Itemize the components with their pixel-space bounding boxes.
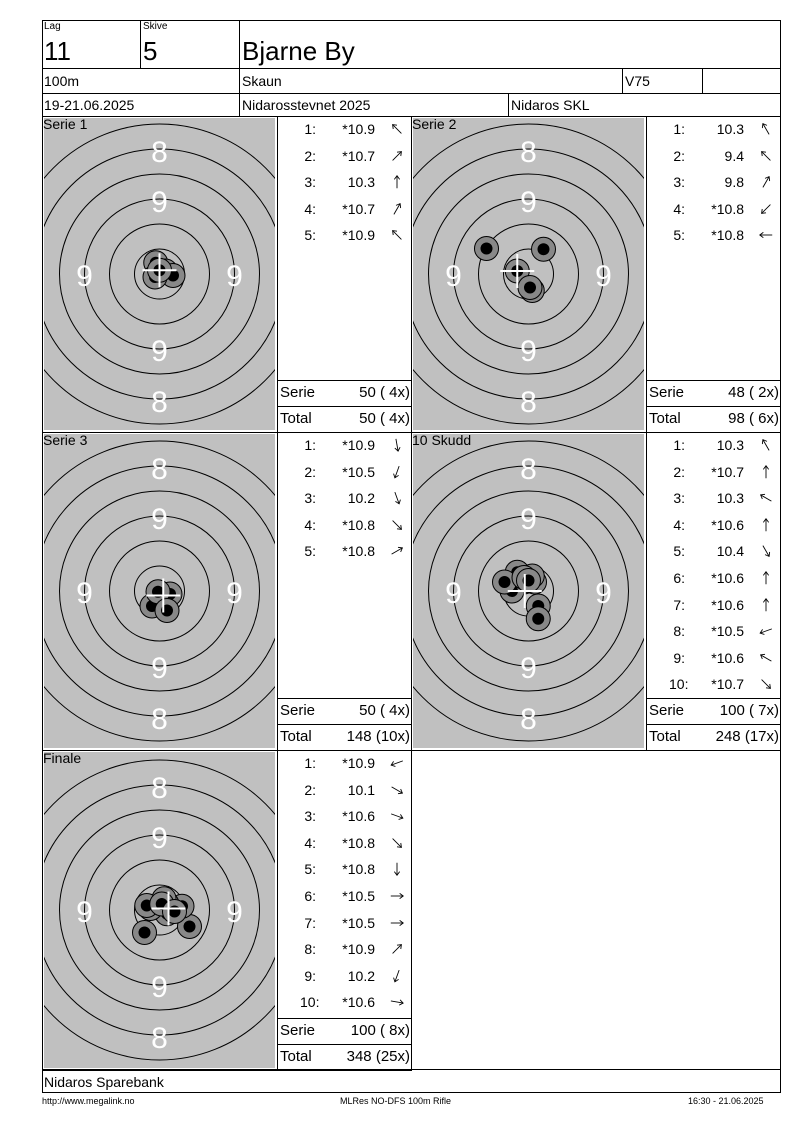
shot-row (647, 491, 780, 509)
direction-arrow-icon (387, 861, 407, 877)
ring-number: 9 (151, 503, 168, 536)
shot-impact (475, 237, 499, 261)
sum-value: 248 (17x) (715, 728, 779, 745)
shot-value: *10.7 (711, 676, 744, 693)
ring-number: 8 (151, 453, 168, 486)
shot-number: 4: (304, 516, 316, 533)
shot-number: 3: (673, 490, 685, 507)
footer-software: MLRes NO-DFS 100m Rifle (340, 1096, 452, 1106)
direction-arrow-icon (387, 994, 407, 1010)
shot-value: *10.9 (342, 437, 375, 453)
club: Skaun (242, 73, 282, 89)
shot-row (647, 175, 780, 193)
ring-number: 9 (226, 896, 243, 929)
shot-number: 4: (304, 834, 316, 851)
shot-value: 9.8 (724, 174, 744, 191)
direction-arrow-icon (756, 570, 776, 586)
sponsor: Nidaros Sparebank (44, 1074, 164, 1090)
ring-number: 9 (445, 577, 462, 610)
shot-row (278, 491, 411, 509)
direction-arrow-icon (756, 597, 776, 613)
ring-number: 9 (76, 577, 93, 610)
direction-arrow-icon (387, 941, 407, 957)
shot-row (647, 465, 780, 483)
shot-row (647, 598, 780, 616)
shot-number: 3: (304, 808, 316, 825)
shot-value: *10.5 (711, 623, 744, 640)
shot-row (647, 518, 780, 536)
ring-number: 8 (151, 136, 168, 169)
direction-arrow-icon (387, 782, 407, 798)
direction-arrow-icon (756, 121, 776, 137)
shot-value: 10.2 (347, 490, 375, 507)
distance: 100m (44, 73, 80, 89)
shot-row (647, 202, 780, 220)
sum-label: Total (649, 410, 681, 427)
shot-impact (133, 921, 157, 945)
lag-value: 11 (44, 36, 71, 66)
shot-value: 10.3 (716, 437, 744, 453)
direction-arrow-icon (756, 148, 776, 164)
sum-label: Serie (280, 702, 316, 719)
ring-number: 9 (520, 652, 537, 685)
sum-label: Serie (649, 384, 685, 401)
shot-value: *10.7 (342, 147, 375, 164)
shot-impact (517, 569, 541, 593)
shot-number: 1: (304, 437, 316, 453)
shot-row (278, 122, 411, 140)
direction-arrow-icon (387, 915, 407, 931)
ring-number: 9 (520, 186, 537, 219)
ring-number: 9 (151, 335, 168, 368)
shot-number: 7: (304, 914, 316, 931)
sum-label: Total (649, 728, 681, 745)
direction-arrow-icon (756, 623, 776, 639)
panel-title: Finale (43, 750, 82, 766)
target-5 (44, 752, 275, 1068)
sum-value: 100 ( 8x) (350, 1022, 410, 1039)
direction-arrow-icon (387, 464, 407, 480)
shot-row (278, 969, 411, 987)
shot-row (278, 465, 411, 483)
target-4 (413, 434, 644, 748)
shot-value: *10.9 (342, 121, 375, 137)
shot-number: 1: (673, 121, 685, 137)
shot-value: *10.9 (342, 941, 375, 958)
sum-label: Total (280, 728, 312, 745)
shot-value: *10.6 (342, 994, 375, 1011)
organizer: Nidaros SKL (511, 97, 590, 113)
ring-number: 8 (520, 703, 537, 736)
ring-number: 9 (151, 822, 168, 855)
shot-row (647, 122, 780, 140)
shot-value: *10.5 (342, 888, 375, 904)
lag-label: Lag (44, 21, 61, 32)
shot-row (278, 783, 411, 801)
direction-arrow-icon (387, 543, 407, 559)
shot-row (647, 651, 780, 669)
panel-title: Serie 1 (43, 116, 88, 132)
shot-impact (155, 599, 179, 623)
shot-value: 10.1 (347, 781, 375, 798)
direction-arrow-icon (756, 464, 776, 480)
shot-number: 4: (673, 516, 685, 533)
shot-impact (518, 276, 542, 300)
shot-value: *10.5 (342, 914, 375, 931)
shot-value: *10.6 (711, 516, 744, 533)
shot-value: *10.6 (711, 596, 744, 613)
sum-value: 148 (10x) (346, 728, 410, 745)
class: V75 (625, 73, 650, 89)
ring-number: 8 (151, 772, 168, 805)
sum-label: Serie (280, 1022, 316, 1039)
shot-row (278, 544, 411, 562)
panel-title: Serie 2 (412, 116, 457, 132)
direction-arrow-icon (756, 201, 776, 217)
shot-row (278, 756, 411, 774)
sum-value: 50 ( 4x) (359, 384, 410, 401)
shot-row (278, 836, 411, 854)
shot-row (278, 202, 411, 220)
shot-number: 2: (304, 463, 316, 480)
shot-row (647, 544, 780, 562)
shot-value: *10.7 (711, 463, 744, 480)
ring-number: 8 (520, 136, 537, 169)
ring-number: 9 (520, 503, 537, 536)
shot-number: 4: (673, 200, 685, 217)
shot-impact (526, 607, 550, 631)
shot-impact (532, 237, 556, 261)
shot-row (278, 518, 411, 536)
sum-value: 50 ( 4x) (359, 702, 410, 719)
sum-value: 348 (25x) (346, 1048, 410, 1065)
shot-number: 5: (673, 227, 685, 244)
ring-number: 9 (151, 652, 168, 685)
direction-arrow-icon (387, 201, 407, 217)
shot-number: 1: (304, 755, 316, 771)
shot-row (278, 995, 411, 1013)
shot-number: 3: (304, 174, 316, 191)
ring-number: 9 (76, 896, 93, 929)
shot-number: 2: (304, 147, 316, 164)
shot-number: 3: (673, 174, 685, 191)
shot-value: *10.8 (342, 861, 375, 878)
direction-arrow-icon (387, 835, 407, 851)
sum-value: 50 ( 4x) (359, 410, 410, 427)
sum-value: 48 ( 2x) (728, 384, 779, 401)
shot-number: 1: (304, 121, 316, 137)
shot-value: 9.4 (724, 147, 744, 164)
shot-number: 5: (304, 227, 316, 244)
sum-label: Serie (280, 384, 316, 401)
ring-number: 9 (595, 577, 612, 610)
ring-number: 9 (151, 186, 168, 219)
shot-value: *10.8 (711, 200, 744, 217)
shot-number: 10: (300, 994, 320, 1011)
shot-number: 10: (669, 676, 689, 693)
direction-arrow-icon (387, 808, 407, 824)
direction-arrow-icon (387, 227, 407, 243)
direction-arrow-icon (756, 437, 776, 453)
shot-number: 3: (304, 490, 316, 507)
sum-label: Total (280, 410, 312, 427)
shot-row (647, 571, 780, 589)
shot-number: 8: (304, 941, 316, 958)
shot-value: *10.8 (342, 834, 375, 851)
panel-title: Serie 3 (43, 432, 88, 448)
panel-title: 10 Skudd (412, 432, 472, 448)
shot-value: *10.9 (342, 227, 375, 244)
shot-row (647, 149, 780, 167)
direction-arrow-icon (387, 121, 407, 137)
direction-arrow-icon (756, 650, 776, 666)
shot-row (278, 175, 411, 193)
shot-number: 2: (673, 463, 685, 480)
ring-number: 9 (226, 577, 243, 610)
direction-arrow-icon (756, 676, 776, 692)
ring-number: 9 (445, 260, 462, 293)
direction-arrow-icon (387, 148, 407, 164)
shot-number: 5: (304, 861, 316, 878)
sum-label: Serie (649, 702, 685, 719)
ring-number: 9 (226, 260, 243, 293)
shot-number: 5: (673, 543, 685, 560)
shot-value: *10.7 (342, 200, 375, 217)
shot-value: *10.9 (342, 755, 375, 771)
shot-row (647, 624, 780, 642)
shot-row (278, 862, 411, 880)
shot-value: *10.6 (342, 808, 375, 825)
shot-number: 2: (304, 781, 316, 798)
shot-row (278, 889, 411, 907)
shot-number: 4: (304, 200, 316, 217)
ring-number: 9 (520, 335, 537, 368)
sum-value: 98 ( 6x) (728, 410, 779, 427)
direction-arrow-icon (387, 517, 407, 533)
shot-number: 1: (673, 437, 685, 453)
shot-number: 9: (304, 967, 316, 984)
shot-impact (163, 900, 187, 924)
shot-value: 10.4 (716, 543, 744, 560)
direction-arrow-icon (387, 490, 407, 506)
shot-value: 10.2 (347, 967, 375, 984)
shot-value: *10.6 (711, 570, 744, 586)
ring-number: 9 (151, 971, 168, 1004)
direction-arrow-icon (756, 517, 776, 533)
shot-value: 10.3 (347, 174, 375, 191)
event-name: Nidarosstevnet 2025 (242, 97, 371, 113)
shot-row (278, 149, 411, 167)
shot-row (278, 228, 411, 246)
shot-number: 7: (673, 596, 685, 613)
shot-number: 9: (673, 649, 685, 666)
ring-number: 9 (595, 260, 612, 293)
skive-value: 5 (143, 36, 158, 66)
dates: 19-21.06.2025 (44, 97, 135, 113)
sum-label: Total (280, 1048, 312, 1065)
shot-value: *10.8 (711, 227, 744, 244)
direction-arrow-icon (756, 174, 776, 190)
shot-number: 6: (304, 888, 316, 904)
direction-arrow-icon (387, 968, 407, 984)
shot-row (278, 942, 411, 960)
shot-number: 2: (673, 147, 685, 164)
shot-value: *10.6 (711, 649, 744, 666)
target-1 (44, 118, 275, 430)
direction-arrow-icon (756, 227, 776, 243)
shot-value: 10.3 (716, 490, 744, 507)
direction-arrow-icon (387, 437, 407, 453)
direction-arrow-icon (387, 174, 407, 190)
shot-value: *10.8 (342, 543, 375, 560)
shot-row (647, 677, 780, 695)
direction-arrow-icon (387, 755, 407, 771)
sum-value: 100 ( 7x) (719, 702, 779, 719)
ring-number: 8 (520, 386, 537, 419)
target-3 (44, 434, 275, 748)
shot-row (278, 809, 411, 827)
shot-number: 5: (304, 543, 316, 560)
target-2 (413, 118, 644, 430)
direction-arrow-icon (756, 543, 776, 559)
shot-row (647, 228, 780, 246)
shot-value: 10.3 (716, 121, 744, 137)
direction-arrow-icon (756, 490, 776, 506)
shooter-name: Bjarne By (242, 36, 355, 66)
shot-row (647, 438, 780, 456)
shot-value: *10.5 (342, 463, 375, 480)
shot-row (278, 916, 411, 934)
ring-number: 8 (151, 1022, 168, 1055)
shot-number: 6: (673, 570, 685, 586)
ring-number: 8 (151, 703, 168, 736)
ring-number: 8 (151, 386, 168, 419)
direction-arrow-icon (387, 888, 407, 904)
shot-row (278, 438, 411, 456)
ring-number: 9 (76, 260, 93, 293)
shot-value: *10.8 (342, 516, 375, 533)
footer-timestamp: 16:30 - 21.06.2025 (688, 1096, 764, 1106)
skive-label: Skive (143, 21, 168, 32)
shot-number: 8: (673, 623, 685, 640)
ring-number: 8 (520, 453, 537, 486)
footer-url[interactable]: http://www.megalink.no (42, 1096, 135, 1106)
